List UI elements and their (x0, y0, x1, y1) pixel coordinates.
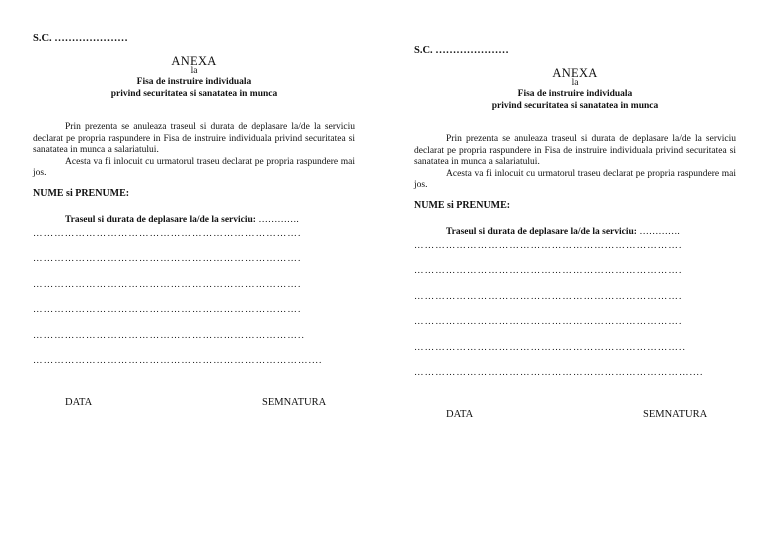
paragraph-cancellation: Prin prezenta se anuleaza traseul si durata de deplasare la/de la serviciu declarat pe propria raspundere in Fisa de instruire individuala privind securitatea si sanatatea in munca a salariatului. (414, 134, 736, 168)
dot-line: …………………………………………………………………. (33, 279, 302, 290)
dot-line: ………………………………………………………………….. (33, 330, 305, 341)
dot-line: …………………………………………………………………….... (414, 368, 704, 379)
dot-line: …………………………………………………………………….... (33, 356, 323, 367)
dot-line: …………………………………………………………………. (414, 291, 683, 302)
paragraph-replacement: Acesta va fi inlocuit cu urmatorul traseu declarat pe propria raspundere mai jos. (33, 156, 355, 179)
signature-label: SEMNATURA (643, 408, 708, 420)
annex-form-right (414, 45, 736, 423)
route-dot-lines (414, 241, 736, 394)
dot-line: …………………………………………………………………. (414, 266, 683, 277)
route-line (33, 215, 355, 225)
name-label: NUME si PRENUME: (414, 199, 511, 211)
annex-form-left (33, 33, 355, 411)
route-dot-lines (33, 229, 355, 382)
route-fill: …………. (258, 214, 299, 225)
dot-line: …………………………………………………………………. (33, 228, 302, 239)
dot-line: …………………………………………………………………. (33, 305, 302, 316)
dot-line: …………………………………………………………………. (414, 240, 683, 251)
annex-connector: la (571, 78, 579, 88)
company-field: S.C. ………………… (414, 45, 509, 56)
body-text (33, 122, 355, 180)
annex-subtitle-1: Fisa de instruire individuala (136, 77, 252, 87)
date-label: DATA (446, 408, 474, 420)
annex-heading (414, 67, 736, 112)
annex-title: ANEXA (171, 54, 217, 68)
signature-label: SEMNATURA (262, 396, 327, 408)
annex-connector: la (190, 66, 198, 76)
route-line (414, 227, 736, 237)
route-label: Traseul si durata de deplasare la/de la serviciu: (446, 226, 637, 237)
paragraph-cancellation: Prin prezenta se anuleaza traseul si durata de deplasare la/de la serviciu declarat pe propria raspundere in Fisa de instruire individuala privind securitatea si sanatatea in munca a salariatului. (33, 122, 355, 156)
dot-line: …………………………………………………………………. (414, 317, 683, 328)
route-label: Traseul si durata de deplasare la/de la serviciu: (65, 214, 256, 225)
body-text (414, 134, 736, 192)
name-label: NUME si PRENUME: (33, 187, 130, 199)
company-field: S.C. ………………… (33, 33, 128, 44)
signature-row (33, 397, 355, 411)
annex-subtitle-2: privind securitatea si sanatatea in munca (491, 101, 659, 111)
signature-row (414, 409, 736, 423)
annex-subtitle-1: Fisa de instruire individuala (517, 89, 633, 99)
paragraph-replacement: Acesta va fi inlocuit cu urmatorul traseu declarat pe propria raspundere mai jos. (414, 168, 736, 191)
annex-title: ANEXA (552, 66, 598, 80)
dot-line: ………………………………………………………………….. (414, 342, 686, 353)
dot-line: …………………………………………………………………. (33, 254, 302, 265)
route-fill: …………. (639, 226, 680, 237)
date-label: DATA (65, 396, 93, 408)
annex-heading (33, 55, 355, 100)
annex-subtitle-2: privind securitatea si sanatatea in munca (110, 89, 278, 99)
